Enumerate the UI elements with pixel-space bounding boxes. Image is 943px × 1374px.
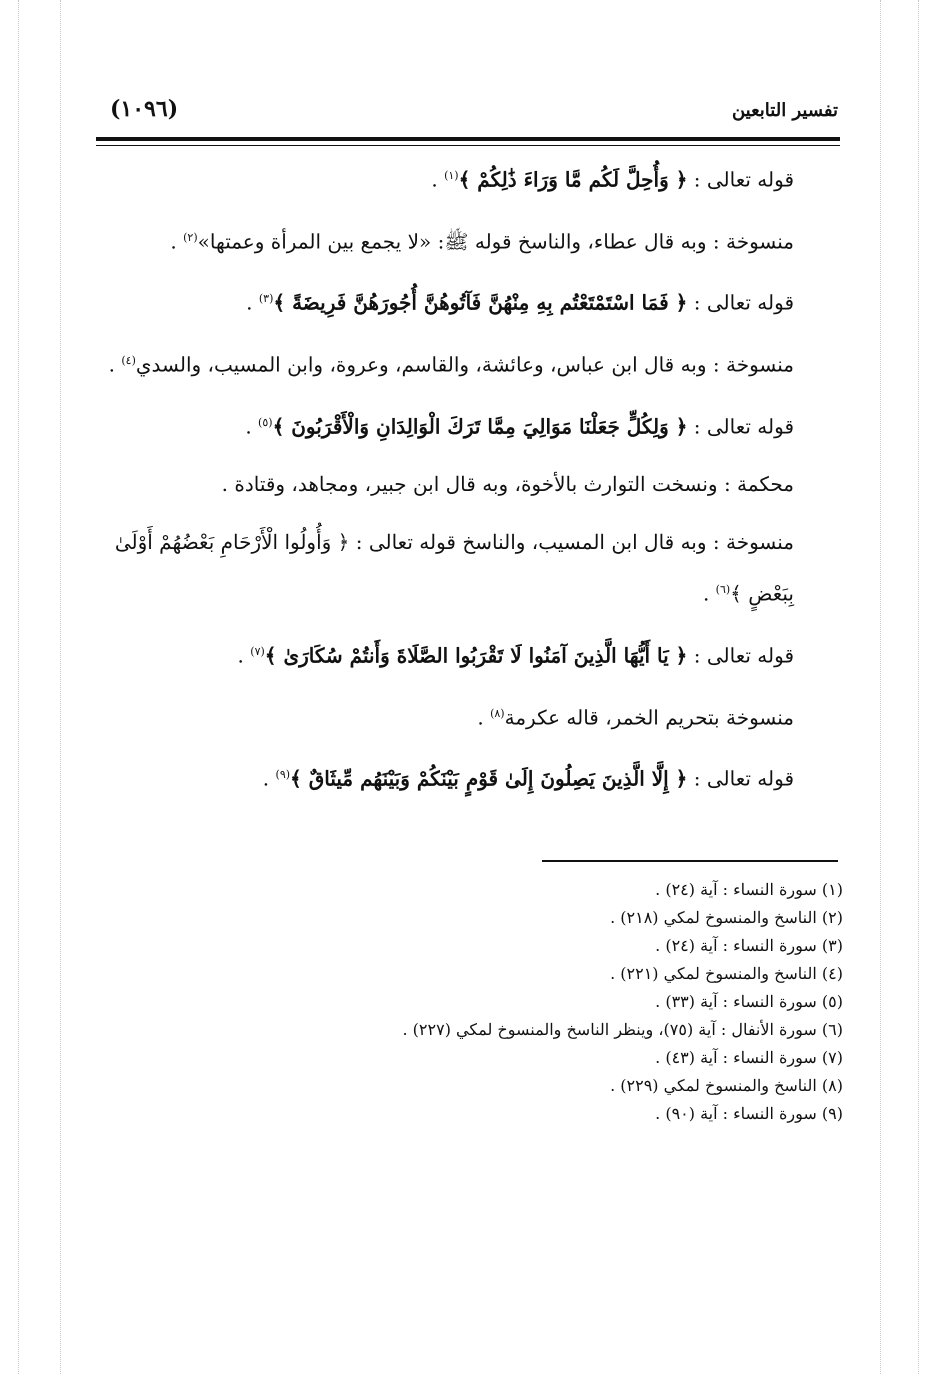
paragraph-label: قوله تعالى :	[693, 766, 794, 791]
footnote-ref: (٦)	[715, 583, 731, 597]
footnote: (٥) سورة النساء : آية (٣٣) .	[655, 992, 843, 1011]
running-title: تفسير التابعين	[731, 100, 838, 121]
paragraph-text: ونسخت التوارث بالأخوة، وبه قال ابن جبير، ومجاهد، وقتادة .	[221, 472, 718, 497]
paragraph	[100, 628, 794, 680]
footnote-ref: (٧)	[250, 644, 265, 658]
paragraph	[100, 399, 794, 451]
paragraph-end: .	[108, 352, 122, 377]
paragraph-label: منسوخة :	[706, 530, 794, 555]
paragraph	[100, 337, 794, 389]
footnote-ref: (٢)	[183, 230, 198, 244]
quran-verse: ﴿ إِلَّا الَّذِينَ يَصِلُونَ إِلَىٰ قَوْمٍ بَيْنَكُمْ وَبَيْنَهُم مِّيثَاقٌ ﴾	[290, 766, 688, 791]
quran-verse: ﴿ يَا أَيُّهَا الَّذِينَ آمَنُوا لَا تَقْرَبُوا الصَّلَاةَ وَأَنتُمْ سُكَارَىٰ ﴾	[264, 643, 688, 668]
paragraph-label: قوله تعالى :	[693, 167, 794, 192]
paragraph-label: منسوخة :	[706, 229, 794, 254]
paragraph-label: قوله تعالى :	[693, 414, 794, 439]
paragraph-end: .	[246, 290, 259, 315]
paragraph	[100, 751, 794, 803]
footnote: (٧) سورة النساء : آية (٤٣) .	[655, 1048, 843, 1067]
page-number: (١٠٩٦)	[110, 96, 179, 122]
footnote: (٢) الناسخ والمنسوخ لمكي (٢١٨) .	[610, 908, 843, 927]
footnotes	[283, 876, 843, 1128]
footnote: (٣) سورة النساء : آية (٢٤) .	[655, 936, 843, 955]
quran-verse: ﴿ وَلِكُلٍّ جَعَلْنَا مَوَالِيَ مِمَّا تَرَكَ الْوَالِدَانِ وَالْأَقْرَبُونَ ﴾	[272, 414, 688, 439]
paragraph-label: قوله تعالى :	[693, 643, 794, 668]
paragraph	[100, 690, 794, 742]
paragraph	[100, 275, 794, 327]
footnote: (٤) الناسخ والمنسوخ لمكي (٢٢١) .	[610, 964, 843, 983]
paragraph-text: وبه قال ابن عباس، وعائشة، والقاسم، وعروة، وابن المسيب، والسدي	[135, 352, 707, 377]
paragraph-end: .	[262, 766, 276, 791]
footnote-ref: (٤)	[121, 353, 136, 367]
footnote-ref: (٨)	[490, 706, 505, 720]
scan-guide-line	[18, 0, 19, 1374]
header-rule-thin	[96, 145, 840, 146]
paragraph-label: قوله تعالى :	[693, 290, 794, 315]
footnote: (٦) سورة الأنفال : آية (٧٥)، وينظر الناسخ والمنسوخ لمكي (٢٢٧) .	[402, 1020, 843, 1039]
footnote-ref: (٩)	[275, 768, 291, 782]
footnote: (٨) الناسخ والمنسوخ لمكي (٢٢٩) .	[610, 1076, 843, 1095]
scan-guide-line	[880, 0, 881, 1374]
paragraph-text: منسوخة بتحريم الخمر، قاله عكرمة	[504, 705, 794, 730]
header-rule-thick	[96, 137, 840, 141]
paragraph	[100, 214, 794, 266]
paragraph-end: .	[237, 643, 251, 668]
quran-verse: ﴿ فَمَا اسْتَمْتَعْتُم بِهِ مِنْهُنَّ فَآتُوهُنَّ أُجُورَهُنَّ فَرِيضَةً ﴾	[273, 290, 688, 315]
page-header	[96, 92, 840, 132]
paragraph	[100, 460, 794, 508]
paragraph-end: .	[702, 581, 716, 606]
quran-verse: ﴿ وَأُحِلَّ لَكُم مَّا وَرَاءَ ذَٰلِكُمْ ﴾	[458, 167, 688, 192]
footnote-ref: (٥)	[258, 415, 273, 429]
footnote-ref: (٣)	[258, 292, 274, 306]
scan-guide-line	[918, 0, 919, 1374]
main-text	[100, 152, 794, 813]
footnote-ref: (١)	[444, 169, 459, 182]
footnote: (٩) سورة النساء : آية (٩٠) .	[655, 1104, 843, 1123]
paragraph	[100, 518, 794, 618]
paragraph-end: .	[170, 229, 184, 254]
paragraph-end: .	[477, 705, 491, 730]
paragraph-text: وبه قال عطاء، والناسخ قوله ﷺ: «لا يجمع بين المرأة وعمتها»	[197, 229, 707, 254]
footnote: (١) سورة النساء : آية (٢٤) .	[655, 880, 843, 899]
paragraph-end: .	[245, 414, 259, 439]
paragraph	[100, 152, 794, 204]
footnote-separator	[542, 860, 838, 862]
paragraph-text: وبه قال ابن المسيب، والناسخ قوله تعالى : ﴿ وَأُولُوا الْأَرْحَامِ بَعْضُهُمْ أَوْلَىٰ بِبَعْضٍ ﴾	[114, 530, 794, 606]
paragraph-label: محكمة :	[717, 472, 794, 497]
scan-guide-line	[60, 0, 61, 1374]
paragraph-label: منسوخة :	[706, 352, 794, 377]
paragraph-end: .	[431, 167, 445, 192]
